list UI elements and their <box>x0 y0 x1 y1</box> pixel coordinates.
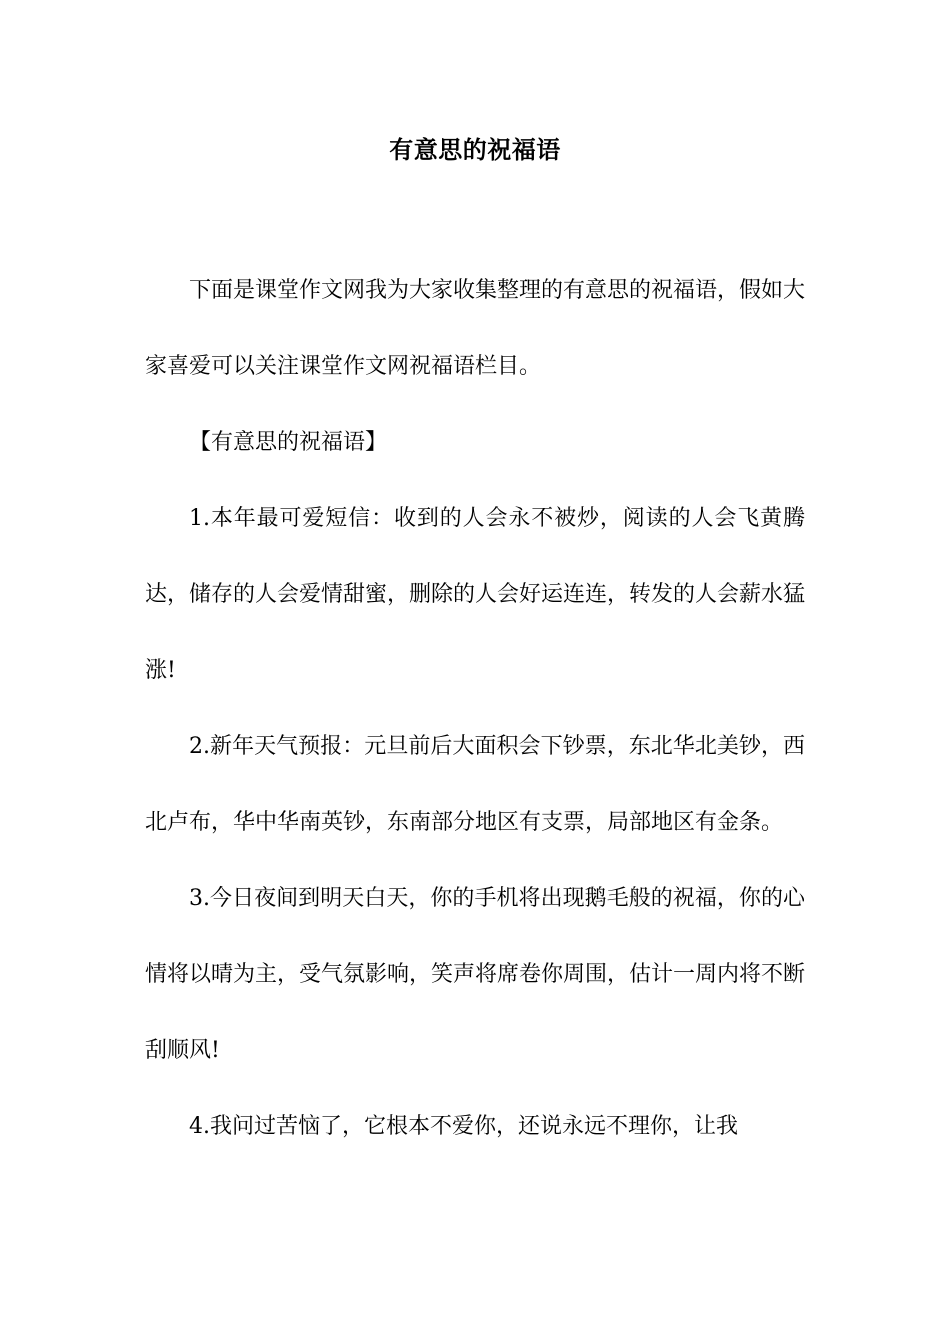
paragraph-item-4: 4.我问过苦恼了，它根本不爱你，还说永远不理你，让我 <box>189 1114 738 1139</box>
paragraph-item-1: 1.本年最可爱短信：收到的人会永不被炒，阅读的人会飞黄腾达，储存的人会爱情甜蜜，删除的人会好运连连，转发的人会薪水猛涨! <box>145 506 806 683</box>
paragraph-item-3: 3.今日夜间到明天白天，你的手机将出现鹅毛般的祝福，你的心情将以晴为主，受气氛影响，笑声将席卷你周围，估计一周内将不断刮顺风! <box>145 886 806 1063</box>
paragraph-intro: 下面是课堂作文网我为大家收集整理的有意思的祝福语，假如大家喜爱可以关注课堂作文网祝福语栏目。 <box>145 278 806 379</box>
document-title: 有意思的祝福语 <box>389 135 561 164</box>
paragraph-section-heading: 【有意思的祝福语】 <box>189 430 388 455</box>
document-body <box>145 253 805 1165</box>
paragraph-item-2: 2.新年天气预报：元旦前后大面积会下钞票，东北华北美钞，西北卢布，华中华南英钞，东南部分地区有支票，局部地区有金条。 <box>145 734 805 835</box>
